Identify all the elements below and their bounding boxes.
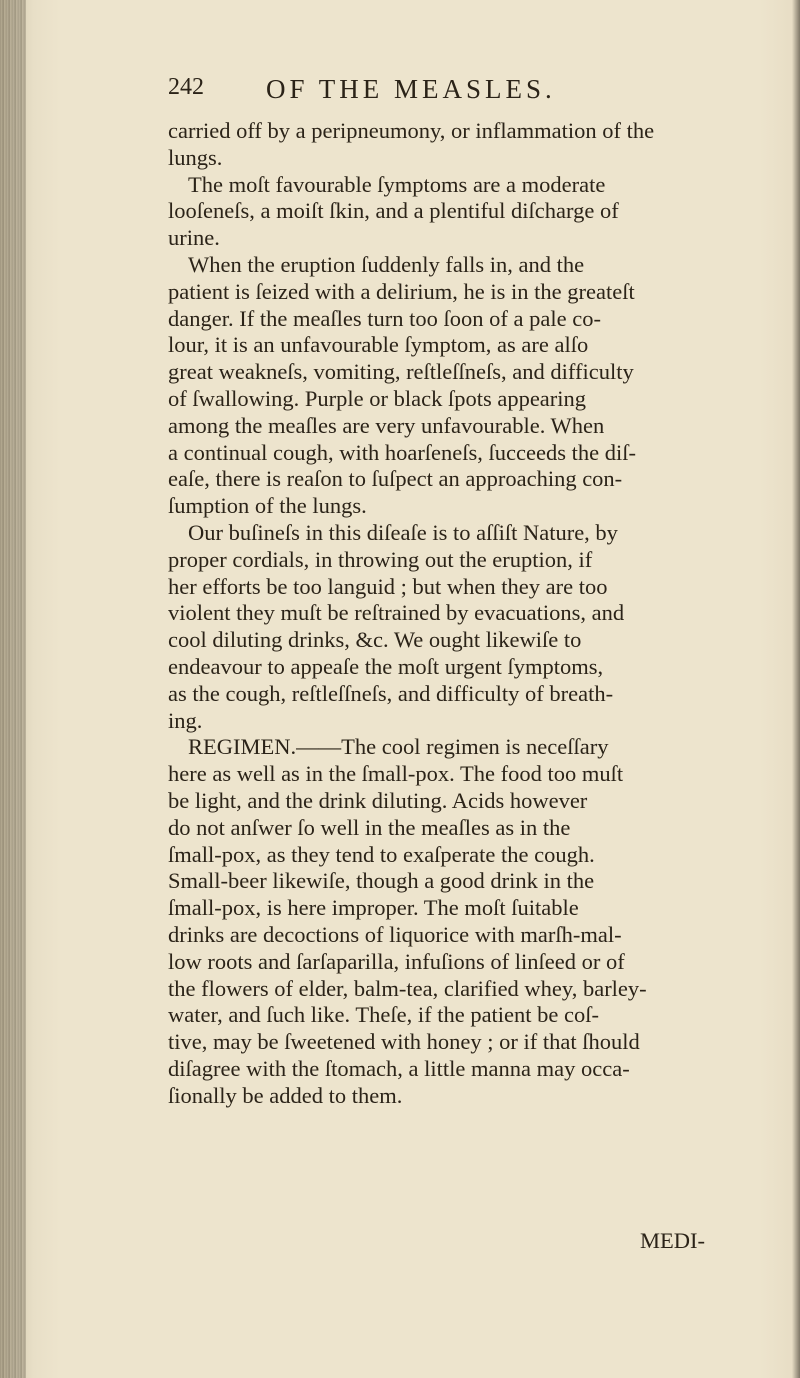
text-line: drinks are decoctions of liquorice with marſh-mal- [168,921,622,947]
text-line: do not anſwer ſo well in the meaſles as in the [168,814,571,840]
text-line: violent they muſt be reſtrained by evacuations, and [168,600,625,626]
text-line: REGIMEN.——The cool regimen is neceſſary [188,734,609,760]
page-header [168,74,728,114]
text-line: proper cordials, in throwing out the eruption, if [168,546,593,572]
text-line: eaſe, there is reaſon to ſuſpect an approaching con- [168,466,623,492]
text-line: ſmall-pox, is here improper. The moſt ſuitable [168,895,579,921]
text-line: her efforts be too languid ; but when they are too [168,573,608,599]
text-line: urine. [168,225,220,251]
text-line: lour, it is an unfavourable ſymptom, as are alſo [168,332,589,358]
text-line: ſumption of the lungs. [168,493,367,519]
text-line: Our buſineſs in this diſeaſe is to aſſiſt Nature, by [188,519,618,545]
text-line: danger. If the meaſles turn too ſoon of a pale co- [168,305,601,331]
text-line: be light, and the drink diluting. Acids however [168,787,588,813]
text-line: When the eruption ſuddenly falls in, and the [188,251,585,277]
text-line: as the cough, reſtleſſneſs, and difficulty of breath- [168,680,614,706]
text-line: patient is ſeized with a delirium, he is in the greateſt [168,278,635,304]
catchword: MEDI- [640,1228,705,1253]
text-line: carried off by a peripneumony, or inflammation of the [168,118,655,143]
text-line: ſmall-pox, as they tend to exaſperate the cough. [168,841,595,867]
text-line: ſionally be added to them. [168,1082,403,1108]
text-line: Small-beer likewiſe, though a good drink in the [168,868,595,894]
text-line: diſagree with the ſtomach, a little manna may occa- [168,1055,630,1081]
text-line: tive, may be ſweetened with honey ; or if that ſhould [168,1029,640,1055]
page-number: 242 [168,74,204,100]
binding-edge [0,0,26,1378]
text-line: The moſt favourable ſymptoms are a moderate [188,171,606,197]
text-line: of ſwallowing. Purple or black ſpots appearing [168,385,587,411]
text-line: low roots and ſarſaparilla, infuſions of linſeed or of [168,948,625,974]
text-line: ing. [168,707,203,733]
text-line: endeavour to appeaſe the moſt urgent ſymptoms, [168,653,604,679]
text-line: among the meaſles are very unfavourable. When [168,412,605,438]
text-line: cool diluting drinks, &c. We ought likewiſe to [168,627,582,653]
page-edge-shadow [792,0,800,1378]
text-line: here as well as in the ſmall-pox. The food too muſt [168,761,624,787]
text-line: lungs. [168,144,223,170]
text-line: water, and ſuch like. Theſe, if the patient be coſ- [168,1002,600,1028]
text-line: great weakneſs, vomiting, reſtleſſneſs, and difficulty [168,359,634,385]
running-head: OF THE MEASLES. [266,74,556,104]
body-text [168,118,748,1109]
text-line: looſeneſs, a moiſt ſkin, and a plentiful diſcharge of [168,198,619,224]
text-line: a continual cough, with hoarſeneſs, ſucceeds the diſ- [168,439,636,465]
text-line: the flowers of elder, balm-tea, clarified whey, barley- [168,975,647,1001]
